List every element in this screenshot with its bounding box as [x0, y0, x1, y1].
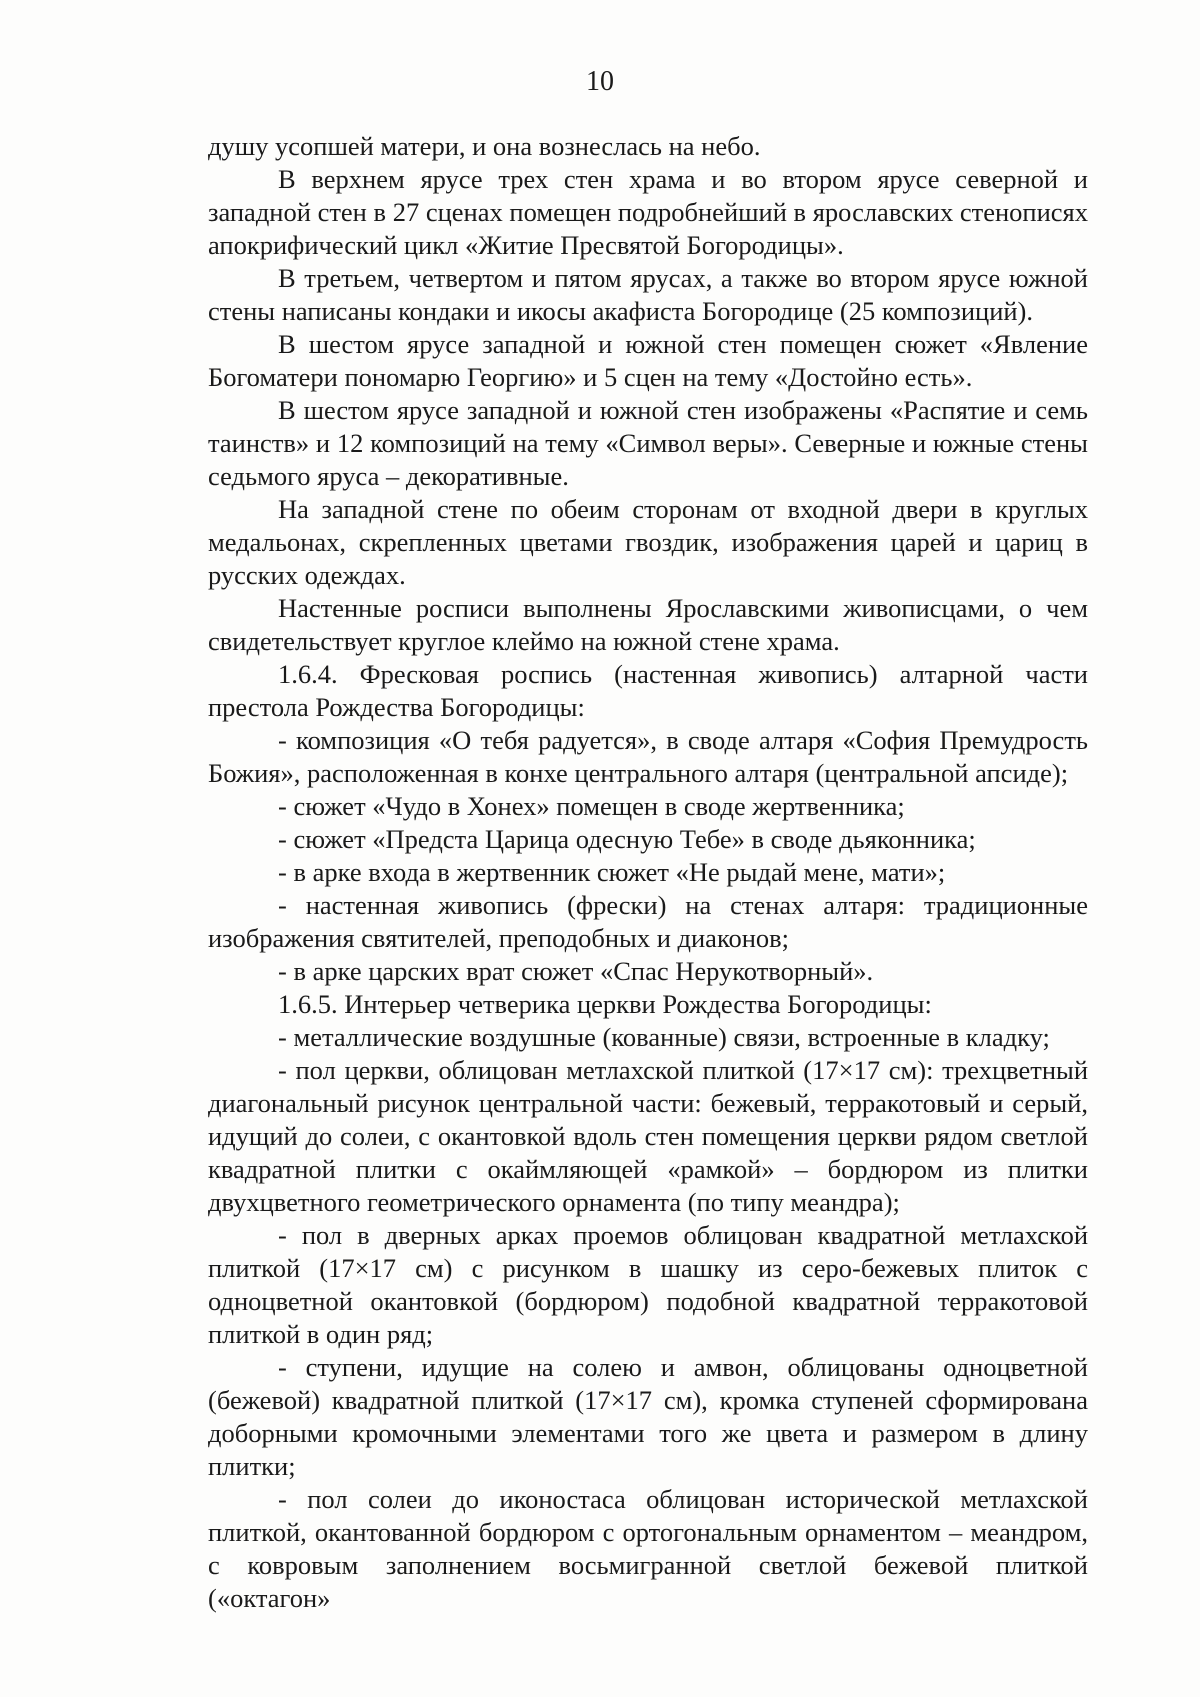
list-item: - в арке входа в жертвенник сюжет «Не рыдай мене, мати»;	[278, 857, 946, 887]
paragraph-yaroslavl-painters: Настенные росписи выполнены Ярославскими живописцами, о чем свидетельствует круглое клеймо на южной стене храма.	[208, 593, 1088, 656]
list-item: - пол церкви, облицован метлахской плиткой (17×17 см): трехцветный диагональный рисунок центральной части: бежевый, терракотовый и серый, идущий до солеи, с окантовкой вдоль стен помещения церкви рядом светлой квадратной плитки с окаймляющей «рамкой» – бордюром из плитки двухцветного геометрического орнамента (по типу меандра);	[208, 1055, 1088, 1217]
paragraph-life-of-theotokos-cycle: В верхнем ярусе трех стен храма и во втором ярусе северной и западной стен в 27 сценах помещен подробнейший в ярославских стенописях апокрифический цикл «Житие Пресвятой Богородицы».	[208, 164, 1088, 260]
paragraph-west-wall-medallions: На западной стене по обеим сторонам от входной двери в круглых медальонах, скрепленных цветами гвоздик, изображения царей и цариц в русских одеждах.	[208, 494, 1088, 590]
paragraph-crucifixion-creed: В шестом ярусе западной и южной стен изображены «Распятие и семь таинств» и 12 композиций на тему «Символ веры». Северные и южные стены седьмого яруса – декоративные.	[208, 395, 1088, 491]
list-item: - металлические воздушные (кованные) связи, встроенные в кладку;	[278, 1022, 1050, 1052]
section-heading-1-6-4: 1.6.4. Фресковая роспись (настенная живопись) алтарной части престола Рождества Богородицы:	[208, 659, 1088, 722]
section-heading-1-6-5: 1.6.5. Интерьер четверика церкви Рождества Богородицы:	[278, 989, 932, 1019]
list-item: - сюжет «Чудо в Хонех» помещен в своде жертвенника;	[278, 791, 905, 821]
list-item: - сюжет «Предста Царица одесную Тебе» в своде дьяконника;	[278, 824, 976, 854]
page-number: 10	[586, 66, 614, 97]
list-item: - настенная живопись (фрески) на стенах алтаря: традиционные изображения святителей, преподобных и диаконов;	[208, 890, 1088, 953]
list-item: - в арке царских врат сюжет «Спас Нерукотворный».	[278, 956, 874, 986]
paragraph-apparition-to-george: В шестом ярусе западной и южной стен помещен сюжет «Явление Богоматери пономарю Георгию» и 5 сцен на тему «Достойно есть».	[208, 329, 1088, 392]
list-item: - композиция «О тебя радуется», в своде алтаря «София Премудрость Божия», расположенная в конхе центрального алтаря (центральной апсиде);	[208, 725, 1088, 788]
list-item: - ступени, идущие на солею и амвон, облицованы одноцветной (бежевой) квадратной плиткой (17×17 см), кромка ступеней сформирована доборными кромочными элементами того же цвета и размером в длину плитки;	[208, 1352, 1088, 1481]
paragraph-continuation: душу усопшей матери, и она вознеслась на небо.	[208, 131, 761, 161]
paragraph-akathist: В третьем, четвертом и пятом ярусах, а также во втором ярусе южной стены написаны кондаки и икосы акафиста Богородице (25 композиций).	[208, 263, 1088, 326]
list-item: - пол солеи до иконостаса облицован исторической метлахской плиткой, окантованной бордюром с ортогональным орнаментом – меандром, с ковровым заполнением восьмигранной светлой бежевой плиткой («октагон»	[208, 1484, 1088, 1613]
document-body	[208, 130, 1088, 1615]
list-item: - пол в дверных арках проемов облицован квадратной метлахской плиткой (17×17 см) с рисунком в шашку из серо-бежевых плиток с одноцветной окантовкой (бордюром) подобной квадратной терракотовой плиткой в один ряд;	[208, 1220, 1088, 1349]
